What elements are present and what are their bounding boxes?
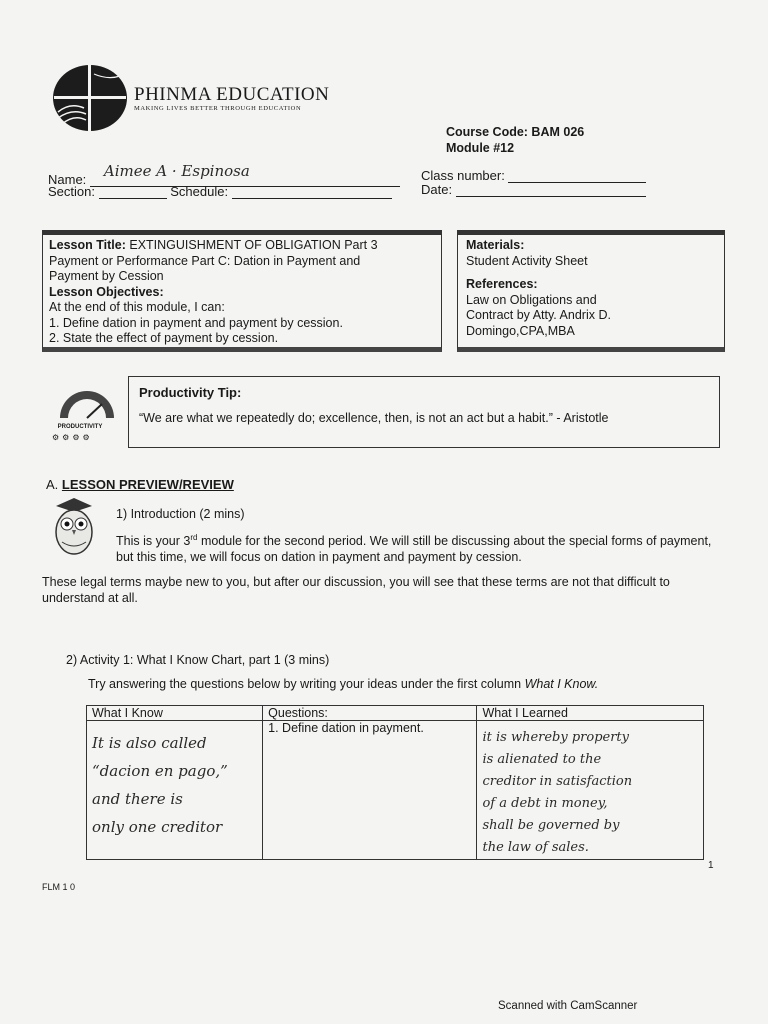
brand-name: PHINMA EDUCATION — [134, 84, 330, 105]
brand-tagline: MAKING LIVES BETTER THROUGH EDUCATION — [134, 105, 302, 112]
productivity-icon-label: PRODUCTIVITY — [57, 424, 103, 430]
page-number: 1 — [708, 860, 714, 871]
materials-box — [457, 230, 725, 352]
scanner-watermark: Scanned with CamScanner — [498, 1000, 638, 1012]
activity-instruction: Try answering the questions below by writing your ideas under the first column What I Know. — [88, 677, 599, 691]
reference-line: Contract by Atty. Andrix D. — [466, 308, 611, 322]
intro-paragraph: This is your 3rd module for the second period. We will still be discussing about the special forms of payment, but this time, we will focus on dation in payment and payment by cession. — [116, 533, 712, 565]
name-label: Name: — [48, 172, 87, 187]
phinma-logo — [50, 62, 130, 134]
column-header: What I Know — [87, 706, 263, 721]
column-header: What I Learned — [477, 706, 704, 721]
question-text: 1. Define dation in payment. — [268, 721, 424, 735]
section-letter: A. — [46, 477, 59, 492]
question-cell — [263, 721, 477, 860]
reference-line: Domingo,CPA,MBA — [466, 323, 575, 338]
what-i-know-chart — [86, 705, 704, 860]
form-code: FLM 1 0 — [42, 882, 76, 892]
productivity-tip-box — [128, 376, 720, 448]
objective-item: 2. State the effect of payment by cession. — [49, 331, 279, 345]
what-i-know-cell[interactable]: It is also called “dacion en pago,” and there is only one creditor — [87, 721, 263, 860]
lesson-title-line2: Payment or Performance Part C: Dation in Payment and — [49, 253, 361, 268]
intro-paragraph-2: These legal terms maybe new to you, but after our discussion, you will see that these terms are not that difficult to understand at all. — [42, 575, 670, 605]
productivity-gauge-icon — [52, 388, 122, 448]
schedule-label: Schedule: — [170, 184, 229, 199]
section-label: Section: — [48, 184, 95, 199]
column-header: Questions: — [263, 706, 477, 721]
class-number-field — [421, 168, 646, 183]
intro-heading: 1) Introduction (2 mins) — [116, 507, 245, 521]
lesson-title-label: Lesson Title: — [49, 238, 126, 252]
objectives-intro: At the end of this module, I can: — [49, 300, 225, 314]
materials-value: Student Activity Sheet — [466, 253, 588, 268]
section-heading — [46, 477, 234, 492]
lesson-title-line3: Payment by Cession — [49, 269, 164, 283]
objective-item: 1. Define dation in payment and payment by cession. — [49, 315, 343, 330]
productivity-quote: “We are what we repeatedly do; excellence, then, is not an act but a habit.” - Aristotle — [139, 411, 609, 425]
materials-label: Materials: — [466, 238, 525, 252]
course-info — [446, 124, 584, 156]
productivity-title: Productivity Tip: — [139, 385, 242, 400]
productivity-small-icons: ⚙⚙⚙⚙ — [52, 433, 93, 442]
module-number: Module #12 — [446, 141, 515, 155]
references-label: References: — [466, 277, 538, 291]
section-field — [48, 184, 392, 199]
objectives-label: Lesson Objectives: — [49, 284, 164, 299]
lesson-title: EXTINGUISHMENT OF OBLIGATION Part 3 — [129, 238, 378, 252]
section-title: LESSON PREVIEW/REVIEW — [61, 477, 234, 492]
course-code: Course Code: BAM 026 — [446, 125, 585, 139]
class-number-label: Class number: — [421, 168, 505, 183]
what-i-learned-cell[interactable]: it is whereby property is alienated to the creditor in satisfaction of a debt in money, shall be governed by the law of sales. — [477, 721, 704, 860]
name-value: Aimee A · Espinosa — [103, 162, 250, 180]
lesson-box — [42, 230, 442, 352]
date-label: Date: — [421, 182, 453, 197]
owl-mascot-icon — [44, 496, 104, 558]
activity-heading: 2) Activity 1: What I Know Chart, part 1 (3 mins) — [66, 653, 330, 667]
reference-line: Law on Obligations and — [466, 292, 597, 307]
date-field — [421, 182, 646, 197]
